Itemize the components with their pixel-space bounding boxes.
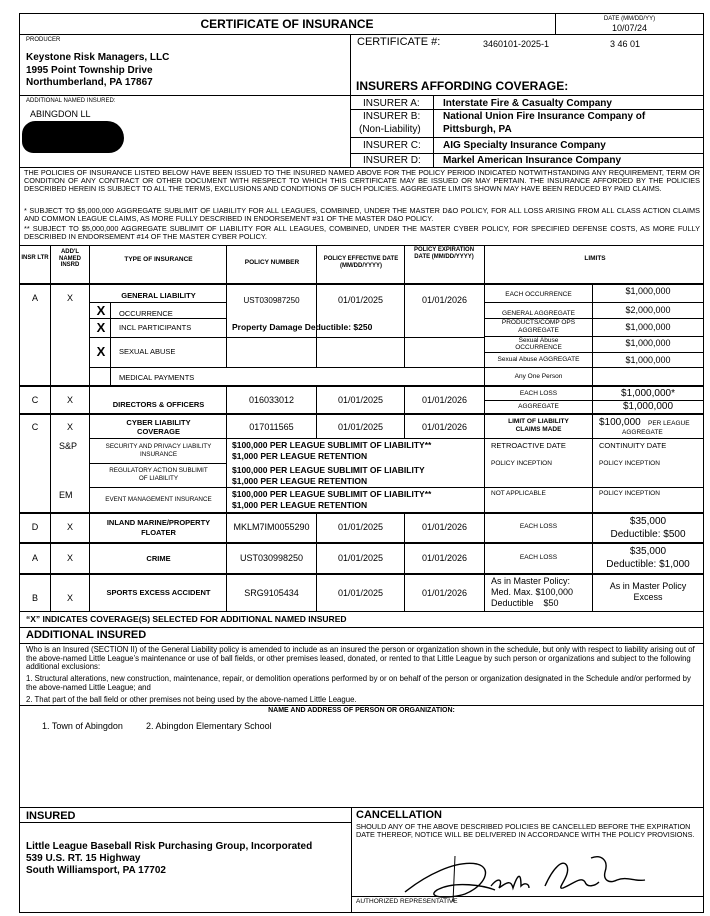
cyber-limit-value: $100,000: [599, 417, 641, 428]
dno-insurer-letter: C: [31, 395, 39, 405]
cyber-limit-label: LIMIT OF LIABILITY: [508, 418, 569, 425]
additional-named-label: ADDITIONAL NAMED INSURED:: [26, 98, 116, 104]
gl-sexual-abuse-label: SEXUAL ABUSE: [119, 347, 176, 356]
gl-products-value: $1,000,000: [625, 322, 671, 332]
gl-abuse-occurrence-label: Sexual Abuse: [518, 337, 559, 344]
additional-named-insured: ABINGDON LL: [30, 109, 91, 119]
notice-paragraph: THE POLICIES OF INSURANCE LISTED BELOW HAVE BEEN ISSUED TO THE INSURED NAMED ABOVE FOR THE POLICY PERIOD INDICATED NOTWITHSTANDING ANY REQUIREMENT, TERM OR CONDITION OF ANY CONTRACT OR OTHER DOCUMENT WITH RESPECT TO WHICH THIS CERTIFICATE MAY BE ISSUED OR MAY PERTAIN. THE INSURANCE AFFORDED BY THE POLICIES DESCRIBED HEREIN IS SUBJECT TO ALL THE TERMS, EXCLUSIONS AND CONDITIONS OF SUCH POLICIES. AGGREGATE LIMITS SHOWN MAY HAVE BEEN REDUCED BY PAID CLAIMS.: [24, 168, 700, 194]
gl-participants-label: INCL PARTICIPANTS: [119, 323, 192, 332]
cyber-reg-type-2: OF LIABILITY: [138, 475, 179, 482]
insurer-a-name: Interstate Fire & Casualty Company: [443, 98, 612, 109]
gl-insurer-letter: A: [31, 293, 38, 303]
certificate-number: 3460101-2025-1: [483, 39, 550, 49]
col-header-policy-number: POLICY NUMBER: [244, 259, 300, 266]
cyber-type-2: COVERAGE: [137, 427, 180, 436]
dno-each-loss-value: $1,000,000*: [621, 388, 675, 399]
cyber-em-type: EVENT MANAGEMENT INSURANCE: [105, 496, 212, 503]
col-header-type: TYPE OF INSURANCE: [124, 256, 193, 263]
dno-type: DIRECTORS & OFFICERS: [112, 400, 205, 409]
cyber-em-inception: POLICY INCEPTION: [599, 490, 660, 497]
insured-address1: 539 U.S. RT. 15 Highway: [26, 853, 141, 864]
redaction-block: [22, 121, 124, 153]
inland-limit-value: $35,000: [629, 516, 667, 527]
dno-exp-date: 01/01/2026: [421, 395, 468, 405]
date-label: DATE (MM/DD/YY): [603, 16, 656, 22]
insurer-c-label: INSURER C:: [363, 140, 421, 151]
cyber-em-not-applicable: NOT APPLICABLE: [491, 490, 546, 497]
cyber-sp-continuity-date: CONTINUITY DATE: [599, 441, 667, 450]
crime-deductible: Deductible: $1,000: [606, 559, 690, 570]
cyber-sp-sublimit: $100,000 PER LEAGUE SUBLIMIT OF LIABILITY**: [232, 440, 432, 450]
cyber-sp-retention: $1,000 PER LEAGUE RETENTION: [232, 451, 368, 461]
insurer-b-label: INSURER B:: [363, 111, 421, 122]
col-header-eff-date: POLICY EFFECTIVE DATE (MM/DD/YYYY): [323, 256, 399, 269]
gl-each-occurrence-label: EACH OCCURRENCE: [505, 291, 572, 298]
insurer-d-name: Markel American Insurance Company: [443, 155, 622, 166]
gl-products-label: PRODUCTS/COMP OPS: [501, 319, 576, 326]
sports-limit-line2: Med. Max. $100,000: [491, 587, 574, 597]
gl-abuse-aggregate-value: $1,000,000: [625, 355, 671, 365]
cyber-sp-code: S&P: [59, 441, 78, 451]
crime-type: CRIME: [146, 554, 171, 563]
cyber-type: CYBER LIABILITY: [126, 418, 191, 427]
col-header-insr-ltr: INSR LTR: [21, 255, 49, 261]
gl-general-aggregate-value: $2,000,000: [625, 305, 671, 315]
gl-occurrence-checkbox: X: [96, 303, 106, 318]
producer-name: Keystone Risk Managers, LLC: [26, 52, 170, 63]
certificate-suffix: 3 46 01: [610, 39, 641, 49]
crime-addl-insured-mark: X: [66, 553, 73, 563]
gl-medical-payments: MEDICAL PAYMENTS: [119, 373, 195, 382]
name-address-label: NAME AND ADDRESS OF PERSON OR ORGANIZATION:: [268, 707, 455, 714]
certificate-title: CERTIFICATE OF INSURANCE: [200, 17, 374, 31]
gl-participants-checkbox: X: [96, 320, 106, 335]
gl-occurrence-label: OCCURRENCE: [119, 309, 173, 318]
gl-policy-number: UST030987250: [243, 296, 300, 305]
sports-eff-date: 01/01/2025: [337, 588, 384, 598]
insurer-a-label: INSURER A:: [363, 98, 420, 109]
additional-insured-exclusion-2: 2. That part of the ball field or other premises not being used by the above-named Little League.: [26, 695, 357, 704]
col-header-limits: LIMITS: [584, 255, 606, 262]
cyber-sp-type: SECURITY AND PRIVACY LIABILITY: [105, 443, 212, 450]
sports-limit-excess: Excess: [633, 592, 663, 602]
cyber-limit-per-league: PER LEAGUE: [648, 420, 690, 427]
inland-insurer-letter: D: [31, 522, 39, 532]
inland-eff-date: 01/01/2025: [337, 522, 384, 532]
sports-policy-number: SRG9105434: [244, 588, 299, 598]
insurer-b-name1: National Union Fire Insurance Company of: [443, 111, 646, 122]
gl-any-one-person-label: Any One Person: [514, 373, 563, 380]
insured-address2: South Williamsport, PA 17702: [26, 865, 166, 876]
cyber-sp-retro-date: RETROACTIVE DATE: [491, 441, 566, 450]
insured-name: Little League Baseball Risk Purchasing Group, Incorporated: [26, 841, 313, 852]
crime-each-loss-label: EACH LOSS: [519, 554, 558, 561]
cyber-limit-label-2: CLAIMS MADE: [515, 426, 562, 433]
sports-addl-insured-mark: X: [66, 593, 73, 603]
sports-exp-date: 01/01/2026: [421, 588, 468, 598]
sports-limit-line1: As in Master Policy:: [491, 576, 571, 586]
inland-exp-date: 01/01/2026: [421, 522, 468, 532]
inland-deductible: Deductible: $500: [610, 529, 686, 540]
producer-address2: Northumberland, PA 17867: [26, 77, 153, 88]
x-indicator-note: “X” INDICATES COVERAGE(S) SELECTED FOR ADDITIONAL NAMED INSURED: [26, 614, 347, 624]
col-header-addl-insrd: ADD'L NAMED INSRD: [59, 249, 81, 269]
cyber-exp-date: 01/01/2026: [421, 422, 468, 432]
dno-addl-insured-mark: X: [66, 395, 73, 405]
cyber-policy-number: 017011565: [249, 422, 294, 432]
cancellation-heading: CANCELLATION: [356, 809, 442, 821]
inland-policy-number: MKLM7IM0055290: [233, 522, 310, 532]
cyber-insurer-letter: C: [31, 422, 39, 432]
insurer-b-name2: Pittsburgh, PA: [443, 124, 512, 135]
inland-type: INLAND MARINE/PROPERTY: [106, 518, 211, 527]
dno-each-loss-label: EACH LOSS: [519, 390, 558, 397]
dno-eff-date: 01/01/2025: [337, 395, 384, 405]
authorized-representative-label: AUTHORIZED REPRESENTATIVE: [356, 898, 458, 905]
gl-each-occurrence-value: $1,000,000: [625, 286, 671, 296]
gl-exp-date: 01/01/2026: [421, 295, 468, 305]
gl-addl-insured-mark: X: [66, 293, 73, 303]
cancellation-text: SHOULD ANY OF THE ABOVE DESCRIBED POLICIES BE CANCELLED BEFORE THE EXPIRATION DATE THEREOF, NOTICE WILL BE DELIVERED IN ACCORDANCE WITH THE POLICY PROVISIONS.: [356, 822, 695, 840]
sports-limit-value: As in Master Policy: [609, 581, 687, 591]
cyber-limit-aggregate: AGGREGATE: [622, 429, 663, 436]
sports-limit-line3: Deductible $50: [491, 598, 559, 608]
dno-aggregate-label: AGGREGATE: [518, 403, 559, 410]
gl-property-deductible: Property Damage Deductible: $250: [232, 322, 373, 332]
insurers-heading: INSURERS AFFORDING COVERAGE:: [356, 79, 569, 93]
additional-insured-exclusion-1: 1. Structural alterations, new construction, maintenance, repair, or demolition operations performed by or on behalf of the person or organization designated in the Schedule and/or performed by the above-named Little League; and: [26, 674, 691, 692]
gl-sexual-abuse-checkbox: X: [96, 344, 106, 359]
cyber-em-retention: $1,000 PER LEAGUE RETENTION: [232, 500, 368, 510]
cyber-sp-type-2: INSURANCE: [139, 451, 178, 458]
col-header-exp-date: POLICY EXPIRATION DATE (MM/DD/YYYY): [413, 247, 475, 260]
cyber-addl-insured-mark: X: [66, 422, 73, 432]
gl-abuse-occurrence-value: $1,000,000: [625, 338, 671, 348]
gl-abuse-aggregate-label: Sexual Abuse AGGREGATE: [497, 356, 580, 363]
inland-each-loss-label: EACH LOSS: [519, 523, 558, 530]
sports-insurer-letter: B: [31, 593, 38, 603]
additional-insured-body: Who is an Insured (SECTION II) of the General Liability policy is amended to include as an insured the person or organization shown in the schedule, but only with respect to liability arising out of the above-named Little League’s maintenance or use of ball fields, or other premises leased, donated, or rented to that Little League by such person or organizations and subject to the following additional exclusions:: [26, 645, 695, 672]
gl-type: GENERAL LIABILITY: [121, 291, 196, 300]
organization-1: 1. Town of Abingdon: [42, 721, 123, 731]
cyber-reg-sublimit: $100,000 PER LEAGUE SUBLIMIT OF LIABILITY: [232, 465, 425, 475]
organization-2: 2. Abingdon Elementary School: [146, 721, 272, 731]
insured-heading: INSURED: [26, 810, 76, 822]
crime-exp-date: 01/01/2026: [421, 553, 468, 563]
gl-products-label-2: AGGREGATE: [518, 327, 559, 334]
gl-eff-date: 01/01/2025: [337, 295, 384, 305]
crime-insurer-letter: A: [31, 553, 38, 563]
additional-insured-heading: ADDITIONAL INSURED: [26, 629, 147, 641]
crime-limit-value: $35,000: [629, 546, 667, 557]
cyber-reg-inception-left: POLICY INCEPTION: [491, 460, 552, 467]
cyber-reg-type: REGULATORY ACTION SUBLIMIT: [109, 467, 208, 474]
cyber-reg-inception-right: POLICY INCEPTION: [599, 460, 660, 467]
gl-abuse-occurrence-label-2: OCCURRENCE: [515, 344, 562, 351]
crime-policy-number: UST030998250: [239, 553, 304, 563]
inland-addl-insured-mark: X: [66, 522, 73, 532]
producer-label: PRODUCER: [26, 37, 61, 43]
cyber-em-sublimit: $100,000 PER LEAGUE SUBLIMIT OF LIABILITY**: [232, 489, 432, 499]
notice-cyber-sublimit: ** SUBJECT TO $5,000,000 AGGREGATE SUBLIMIT OF LIABILITY FOR ALL LEAGUES, COMBINED, UNDER THE MASTER CYBER POLICY, FOR SPECIFIED DEFENSE COSTS, AS MORE FULLY DESCRIBED IN ENDORSEMENT #14 OF THE MASTER CYBER POLICY.: [24, 224, 700, 242]
certificate-date: 10/07/24: [611, 23, 648, 33]
cyber-em-code: EM: [59, 490, 73, 500]
sports-type: SPORTS EXCESS ACCIDENT: [106, 588, 211, 597]
crime-eff-date: 01/01/2025: [337, 553, 384, 563]
cyber-eff-date: 01/01/2025: [337, 422, 384, 432]
producer-address1: 1995 Point Township Drive: [26, 65, 153, 76]
gl-general-aggregate-label: GENERAL AGGREGATE: [502, 310, 575, 317]
inland-type-2: FLOATER: [141, 528, 176, 537]
notice-dno-sublimit: * SUBJECT TO $5,000,000 AGGREGATE SUBLIMIT OF LIABILITY FOR ALL LEAGUES, COMBINED, UNDER THE MASTER D&O POLICY, FOR ALL LOSS ARISING FROM ALL CLASS ACTION CLAIMS AND COMMON LEAGUE CLAIMS, AS MORE FULLY DESCRIBED IN ENDORSEMENT #31 OF THE MASTER D&O POLICY.: [24, 206, 700, 224]
dno-aggregate-value: $1,000,000: [622, 401, 674, 412]
insurer-c-name: AIG Specialty Insurance Company: [443, 140, 606, 151]
dno-policy-number: 016033012: [248, 395, 295, 405]
cyber-reg-retention: $1,000 PER LEAGUE RETENTION: [232, 476, 368, 486]
insurer-b-sub: (Non-Liability): [359, 124, 421, 135]
insurer-d-label: INSURER D:: [363, 155, 421, 166]
certificate-number-label: CERTIFICATE #:: [357, 36, 441, 48]
